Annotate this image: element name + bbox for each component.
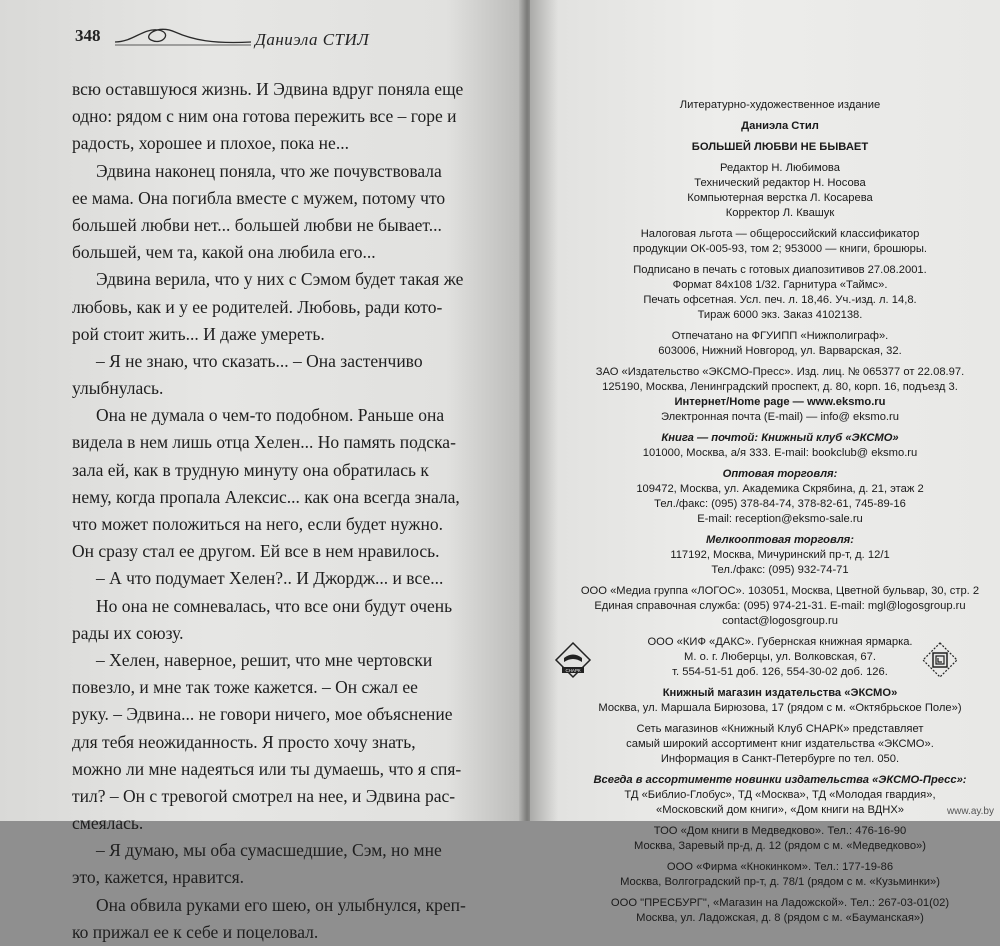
text-line: ее мама. Она погибла вместе с мужем, потому что	[72, 187, 446, 208]
imprint-line: Корректор Л. Квашук	[725, 207, 835, 219]
imprint-line: Налоговая льгота — общероссийский классификатор	[640, 228, 920, 240]
body-text	[72, 76, 477, 946]
imprint-line: продукции ОК-005-93, том 2; 953000 — книги, брошюры.	[633, 243, 927, 255]
imprint-section	[570, 365, 990, 425]
text-line: Но она не сомневалась, что все они будут очень	[96, 595, 453, 616]
text-line: зала ей, как в трудную минуту она обратилась к	[72, 459, 429, 480]
text-line: – А что подумает Хелен?.. И Джордж... и все...	[96, 568, 444, 589]
text-line: любовь, как и у ее родителей. Любовь, ради кото-	[72, 296, 443, 317]
text-line: – Хелен, наверное, решит, что мне чертовски	[96, 649, 433, 670]
imprint-section	[570, 140, 990, 155]
text-line: нему, когда пропала Алексис... как она всегда знала,	[72, 486, 460, 507]
imprint-line: Даниэла Стил	[741, 120, 819, 132]
snark-logo-icon	[553, 640, 593, 680]
text-line: это, кажется, нравится.	[72, 867, 245, 888]
imprint-line: Книжный магазин издательства «ЭКСМО»	[662, 687, 898, 699]
imprint-line: Подписано в печать с готовых диапозитивов 27.08.2001.	[633, 264, 927, 276]
imprint-section	[570, 431, 990, 461]
imprint-section	[570, 467, 990, 527]
imprint-line: Москва, Волгоградский пр-т, д. 78/1 (рядом с м. «Кузьминки»)	[620, 876, 940, 888]
imprint-line: Сеть магазинов «Книжный Клуб СНАРК» представляет	[636, 723, 924, 735]
text-line: – Я думаю, мы оба сумасшедшие, Сэм, но мне	[96, 840, 442, 861]
imprint-line: 109472, Москва, ул. Академика Скрябина, д. 21, этаж 2	[636, 483, 924, 495]
text-line: рады их союзу.	[72, 622, 184, 643]
imprint-line: Формат 84х108 1/32. Гарнитура «Таймс».	[672, 279, 888, 291]
imprint-line: т. 554-51-51 доб. 126, 554-30-02 доб. 126.	[672, 666, 888, 678]
imprint-line: БОЛЬШЕЙ ЛЮБВИ НЕ БЫВАЕТ	[691, 141, 869, 153]
imprint-line: 117192, Москва, Мичуринский пр-т, д. 12/1	[670, 549, 890, 561]
imprint-line: Компьютерная верстка Л. Косарева	[687, 192, 873, 204]
text-line: можно ли мне надеяться или ты думаешь, что я спя-	[72, 758, 462, 779]
text-line: большей, чем та, какой она любила его...	[72, 242, 376, 263]
imprint-section	[570, 533, 990, 578]
flourish-ornament	[113, 20, 253, 50]
imprint-line: ООО «Медиа группа «ЛОГОС». 103051, Москва, Цветной бульвар, 30, стр. 2	[580, 585, 980, 597]
imprint-line: Технический редактор Н. Носова	[694, 177, 866, 189]
imprint-line: Москва, ул. Ладожская, д. 8 (рядом с м. «Бауманская»)	[636, 912, 924, 924]
imprint-line: Москва, ул. Маршала Бирюзова, 17 (рядом с м. «Октябрьское Поле»)	[598, 702, 962, 714]
text-line: – Я не знаю, что сказать... – Она застенчиво	[96, 350, 423, 371]
text-line: рой стоит жить... И даже умереть.	[72, 323, 325, 344]
imprint-line: ООО «Фирма «Кнокинком». Тел.: 177-19-86	[666, 861, 894, 873]
imprint-line: E-mail: reception@eksmo-sale.ru	[697, 513, 863, 525]
imprint-section	[570, 773, 990, 818]
text-line: повезло, и мне так тоже кажется. – Он сжал ее	[72, 677, 418, 698]
text-line: Эдвина наконец поняла, что же почувствовала	[96, 160, 442, 181]
publisher-emblem-icon	[920, 640, 960, 680]
imprint-section	[570, 227, 990, 257]
imprint-section	[570, 584, 990, 629]
text-line: тил? – Он с тревогой смотрел на нее, и Эдвина рас-	[72, 785, 456, 806]
imprint-line: Москва, Заревый пр-д, д. 12 (рядом с м. «Медведково»)	[634, 840, 926, 852]
text-line: что может положиться на него, если будет нужно.	[72, 514, 443, 534]
imprint-line: 125190, Москва, Ленинградский проспект, д. 80, корп. 16, подъезд 3.	[602, 381, 958, 393]
imprint-line: Единая справочная служба: (095) 974-21-31. E-mail: mgl@logosgroup.ru	[594, 600, 966, 612]
text-line: руку. – Эдвина... не говори ничего, мое объяснение	[72, 704, 453, 725]
imprint-line: самый широкий ассортимент книг издательства «ЭКСМО».	[626, 738, 934, 750]
right-page	[530, 0, 1000, 924]
imprint-line: М. о. г. Люберцы, ул. Волковская, 67.	[684, 651, 876, 663]
text-line: Она обвила руками его шею, он улыбнулся, креп-	[96, 894, 466, 915]
imprint-line: 603006, Нижний Новгород, ул. Варварская, 32.	[658, 345, 902, 357]
imprint-section	[570, 896, 990, 926]
imprint-line: Литературно-художественное издание	[679, 99, 881, 111]
text-line: Он сразу стал ее другом. Ей все в нем нравилось.	[72, 541, 440, 562]
text-line: улыбнулась.	[72, 378, 164, 399]
imprint-line: Редактор Н. Любимова	[720, 162, 840, 174]
page-number: 348	[75, 26, 101, 45]
imprint-section	[570, 686, 990, 716]
imprint-line: ТОО «Дом книги в Медведково». Тел.: 476-16-90	[653, 825, 907, 837]
imprint-line: Электронная почта (E-mail) — info@ eksmo.ru	[660, 411, 899, 423]
imprint-line: ТД «Библио-Глобус», ТД «Москва», ТД «Молодая гвардия»,	[624, 789, 936, 801]
imprint-section	[570, 329, 990, 359]
text-line: видела в нем лишь отца Хелен... Но память подска-	[72, 432, 456, 453]
text-line: радость, хорошее и плохое, пока не...	[72, 133, 349, 154]
imprint-line: Мелкооптовая торговля:	[706, 534, 854, 546]
running-head	[75, 20, 385, 60]
text-line: для тебя неожиданность. Я просто хочу знать,	[72, 731, 416, 752]
imprint-section	[570, 722, 990, 767]
snark-logo-text: СНАРК	[565, 668, 581, 673]
imprint-line: ООО «КИФ «ДАКС». Губернская книжная ярмарка.	[647, 636, 913, 648]
imprint-line: Оптовая торговля:	[722, 468, 838, 480]
imprint-section	[570, 98, 990, 113]
imprint-line: contact@logosgroup.ru	[722, 615, 838, 627]
imprint-line: Отпечатано на ФГУИПП «Нижполиграф».	[671, 330, 889, 342]
text-line: Эдвина верила, что у них с Сэмом будет такая же	[96, 269, 464, 290]
imprint-line: Тел./факс: (095) 932-74-71	[711, 564, 849, 576]
text-line: большей любви нет... большей любви не бывает...	[72, 214, 442, 235]
imprint-block	[570, 98, 990, 932]
text-line: Она не думала о чем-то подобном. Раньше она	[96, 405, 445, 426]
imprint-line: «Московский дом книги», «Дом книги на ВДНХ»	[655, 804, 905, 816]
imprint-section	[570, 824, 990, 854]
text-line: смеялась.	[72, 813, 144, 834]
text-line: ко прижал ее к себе и поцеловал.	[72, 921, 319, 942]
text-line: одно: рядом с ним она готова пережить все – горе и	[72, 106, 457, 127]
imprint-line: Печать офсетная. Усл. печ. л. 18,46. Уч.-изд. л. 14,8.	[643, 294, 917, 306]
imprint-line: Тел./факс: (095) 378-84-74, 378-82-61, 745-89-16	[654, 498, 906, 510]
imprint-line: ЗАО «Издательство «ЭКСМО-Пресс». Изд. лиц. № 065377 от 22.08.97.	[595, 366, 965, 378]
imprint-line: Тираж 6000 экз. Заказ 4102138.	[697, 309, 863, 321]
imprint-section	[570, 119, 990, 134]
imprint-line: Книга — почтой: Книжный клуб «ЭКСМО»	[661, 432, 899, 444]
imprint-line: Всегда в ассортименте новинки издательства «ЭКСМО-Пресс»:	[593, 774, 967, 786]
imprint-line: Информация в Санкт-Петербурге по тел. 050.	[660, 753, 900, 765]
text-line: всю оставшуюся жизнь. И Эдвина вдруг поняла еще	[72, 79, 464, 99]
imprint-section	[570, 161, 990, 221]
imprint-line: ООО "ПРЕСБУРГ", «Магазин на Ладожской». Тел.: 267-03-01(02)	[610, 897, 950, 909]
imprint-section	[570, 263, 990, 323]
watermark: www.ay.by	[946, 806, 994, 817]
imprint-section	[570, 860, 990, 890]
running-head-author: Даниэла СТИЛ	[255, 30, 370, 49]
imprint-line: 101000, Москва, а/я 333. E-mail: bookclub@ eksmo.ru	[642, 447, 918, 459]
imprint-line: Интернет/Home page — www.eksmo.ru	[674, 396, 886, 408]
